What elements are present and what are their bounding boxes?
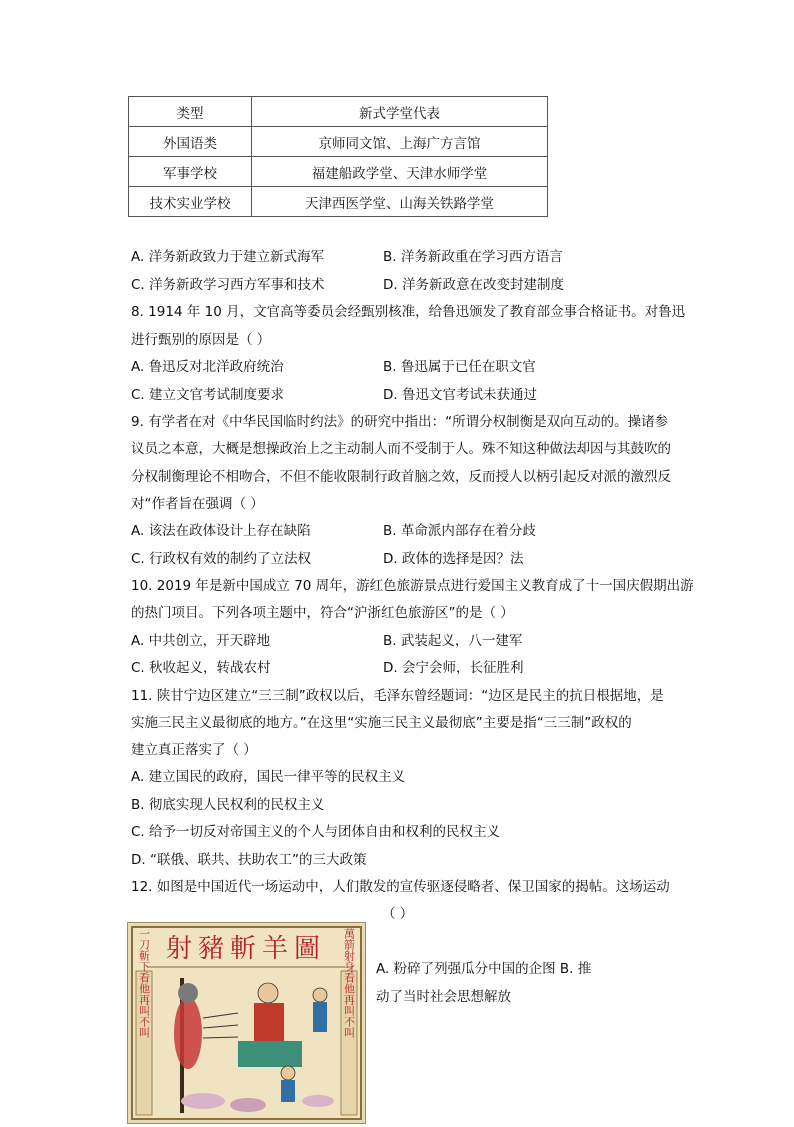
- q11-option-b: B. 彻底实现人民权利的民权主义: [131, 797, 325, 813]
- table-cell: 天津西医学堂、山海关铁路学堂: [252, 187, 548, 217]
- q7-option-a: A. 洋务新政致力于建立新式海军: [131, 249, 325, 265]
- q11-stem-line: 建立真正落实了（ ）: [131, 742, 257, 758]
- q10-option-b: B. 武装起义，八一建军: [383, 633, 523, 649]
- q9-stem-line: 议员之本意，大概是想操政治上之主动制人而不受制于人。殊不知这种做法却因与其鼓吹的: [131, 441, 671, 457]
- q8-stem-line: 进行甄别的原因是（ ）: [131, 332, 271, 348]
- q8-option-b: B. 鲁迅属于已任在职文官: [383, 359, 536, 375]
- table-header-type: 类型: [129, 97, 252, 127]
- q8-stem-line: 8. 1914 年 10 月，文官高等委员会经甄别核准，给鲁迅颁发了教育部佥事合格证书。对鲁迅: [131, 304, 686, 320]
- q7-option-c: C. 洋务新政学习西方军事和技术: [131, 277, 325, 293]
- q11-option-d: D. “联俄、联共、扶助农工”的三大政策: [131, 852, 367, 868]
- table-header-school: 新式学堂代表: [252, 97, 548, 127]
- q12-option-line: 动了当时社会思想解放: [376, 989, 511, 1005]
- q10-stem-line: 的热门项目。下列各项主题中，符合“沪浙红色旅游区”的是（ ）: [131, 605, 514, 621]
- q8-option-a: A. 鲁迅反对北洋政府统治: [131, 359, 284, 375]
- q9-stem-line: 对“作者旨在强调（ ）: [131, 496, 264, 512]
- schools-table: [128, 96, 548, 217]
- poster-illustration: [128, 923, 365, 1123]
- table-row: [129, 187, 548, 217]
- table-row: [129, 127, 548, 157]
- table-cell: 军事学校: [129, 157, 252, 187]
- q10-option-c: C. 秋收起义，转战农村: [131, 660, 271, 676]
- q10-option-a: A. 中共创立，开天辟地: [131, 633, 271, 649]
- q9-option-d: D. 政体的选择是因？法: [383, 551, 524, 567]
- table-header-row: [129, 97, 548, 127]
- poster-title: 射豬斬羊圖: [165, 934, 327, 964]
- q10-option-d: D. 会宁会师，长征胜利: [383, 660, 524, 676]
- q7-option-b: B. 洋务新政重在学习西方语言: [383, 249, 563, 265]
- table-cell: 外国语类: [129, 127, 252, 157]
- table-cell: 技术实业学校: [129, 187, 252, 217]
- table-cell: 京师同文馆、上海广方言馆: [252, 127, 548, 157]
- q11-stem-line: 11. 陕甘宁边区建立“三三制”政权以后，毛泽东曾经题词：“边区是民主的抗日根据地，是: [131, 688, 664, 704]
- poster-right-column-text: 萬箭射身看他再叫不叫: [342, 928, 356, 1038]
- poster-left-column-text: 一刀斬下看他再叫不叫: [137, 928, 151, 1038]
- q9-option-a: A. 该法在政体设计上存在缺陷: [131, 523, 311, 539]
- q12-option-line: A. 粉碎了列强瓜分中国的企图 B. 推: [376, 961, 592, 977]
- table-cell: 福建船政学堂、天津水师学堂: [252, 157, 548, 187]
- q7-option-d: D. 洋务新政意在改变封建制度: [383, 277, 564, 293]
- q9-option-b: B. 革命派内部存在着分歧: [383, 523, 536, 539]
- q9-option-c: C. 行政权有效的制约了立法权: [131, 551, 312, 567]
- propaganda-poster-image: [127, 922, 366, 1124]
- q12-stem-line: （ ）: [382, 906, 414, 922]
- q8-option-d: D. 鲁迅文官考试未获通过: [383, 387, 537, 403]
- q11-stem-line: 实施三民主义最彻底的地方。”在这里“实施三民主义最彻底”主要是指“三三制”政权的: [131, 715, 632, 731]
- q9-stem-line: 9. 有学者在对《中华民国临时约法》的研究中指出：“所谓分权制衡是双向互动的。操诸参: [131, 414, 669, 430]
- q8-option-c: C. 建立文官考试制度要求: [131, 387, 285, 403]
- q9-stem-line: 分权制衡理论不相吻合，不但不能收限制行政首脑之效，反而授人以柄引起反对派的激烈反: [131, 469, 671, 485]
- q11-option-a: A. 建立国民的政府，国民一律平等的民权主义: [131, 769, 406, 785]
- q12-stem-line: 12. 如图是中国近代一场运动中，人们散发的宣传驱逐侵略者、保卫国家的揭帖。这场运动: [131, 879, 670, 895]
- q10-stem-line: 10. 2019 年是新中国成立 70 周年，游红色旅游景点进行爱国主义教育成了十一国庆假期出游: [131, 578, 694, 594]
- q11-option-c: C. 给予一切反对帝国主义的个人与团体自由和权利的民权主义: [131, 824, 501, 840]
- table-row: [129, 157, 548, 187]
